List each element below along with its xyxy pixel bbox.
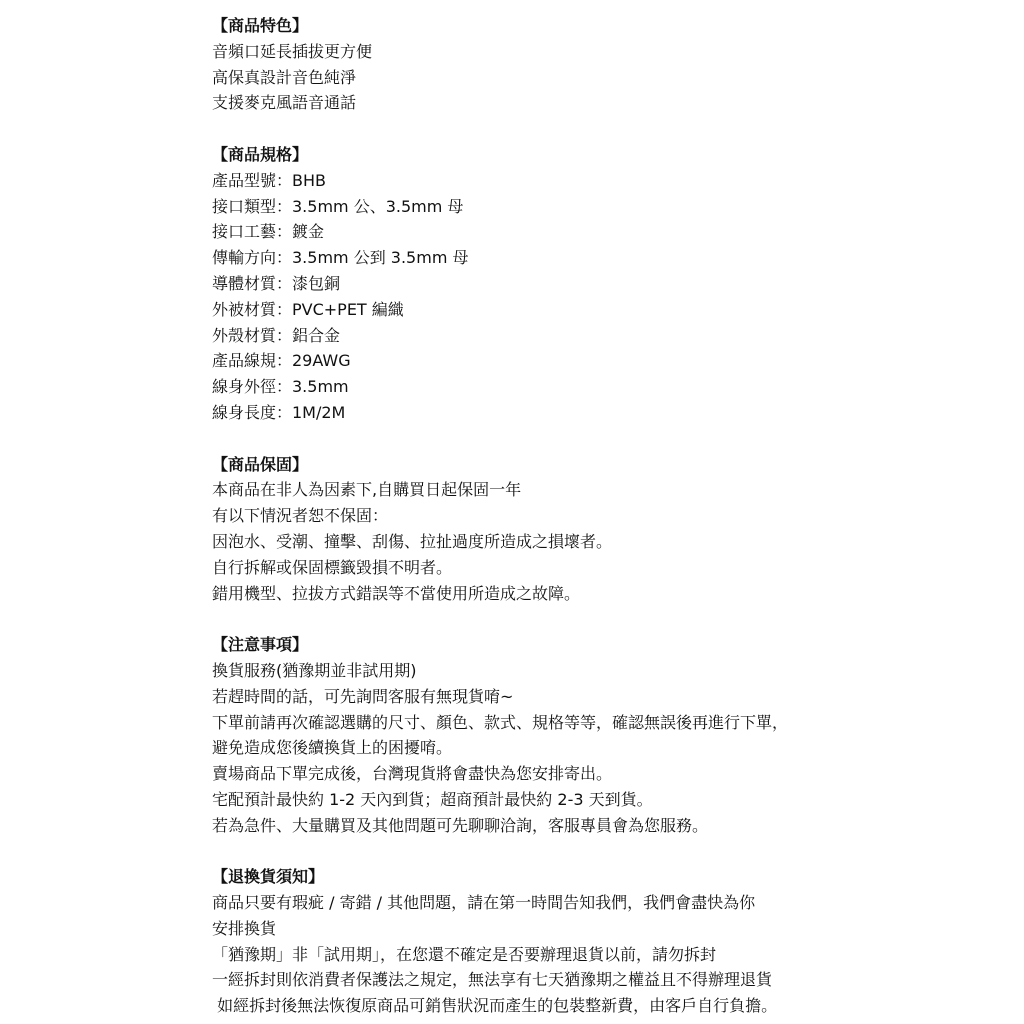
returns-line: 安排換貨	[212, 918, 277, 938]
returns-line: 商品只要有瑕疵 / 寄錯 / 其他問題，請在第一時間告知我們，我們會盡快為你	[212, 893, 756, 913]
section-spacer	[212, 116, 1012, 142]
warranty-line: 自行拆解或保固標籤毀損不明者。	[212, 557, 453, 577]
warranty-line: 本商品在非人為因素下,自購買日起保固一年	[212, 480, 522, 500]
section-spacer	[212, 606, 1012, 632]
warranty-line: 有以下情況者恕不保固：	[212, 506, 389, 526]
spec-line: 接口工藝：鍍金	[212, 222, 325, 242]
returns-line: 「猶豫期」非「試用期」，在您還不確定是否要辦理退貨以前，請勿拆封	[212, 944, 717, 964]
notes-line: 避免造成您後續換貨上的困擾唷。	[212, 738, 453, 758]
section-heading-features: 【商品特色】	[212, 16, 309, 35]
spec-line: 產品線規：29AWG	[212, 351, 351, 371]
spec-line: 傳輸方向：3.5mm 公到 3.5mm 母	[212, 248, 469, 268]
notes-line: 下單前請再次確認選購的尺寸、顏色、款式、規格等等，確認無誤後再進行下單，	[212, 712, 789, 732]
section-spacer	[212, 839, 1012, 865]
section-heading-specs: 【商品規格】	[212, 144, 309, 164]
features-line: 音頻口延長插拔更方便	[212, 41, 373, 61]
spec-line: 產品型號：BHB	[212, 170, 326, 190]
warranty-line: 因泡水、受潮、撞擊、刮傷、拉扯過度所造成之損壞者。	[212, 531, 613, 551]
notes-line: 賣場商品下單完成後，台灣現貨將會盡快為您安排寄出。	[212, 764, 613, 784]
section-heading-warranty: 【商品保固】	[212, 454, 309, 474]
warranty-line: 錯用機型、拉拔方式錯誤等不當使用所造成之故障。	[212, 583, 581, 603]
spec-line: 導體材質：漆包銅	[212, 273, 341, 293]
spec-line: 外被材質：PVC+PET 編織	[212, 299, 404, 319]
section-heading-notes: 【注意事項】	[212, 635, 309, 655]
notes-line: 換貨服務(猶豫期並非試用期)	[212, 660, 417, 680]
notes-line: 宅配預計最快約 1-2 天內到貨；超商預計最快約 2-3 天到貨。	[212, 789, 653, 809]
returns-line: 一經拆封則依消費者保護法之規定，無法享有七天猶豫期之權益且不得辦理退貨	[212, 970, 773, 990]
spec-line: 外殼材質：鋁合金	[212, 325, 341, 345]
spec-line: 接口類型：3.5mm 公、3.5mm 母	[212, 196, 464, 216]
section-heading-returns: 【退換貨須知】	[212, 867, 325, 887]
features-line: 高保真設計音色純淨	[212, 67, 357, 87]
notes-line: 若為急件、大量購買及其他問題可先聊聊洽詢，客服專員會為您服務。	[212, 815, 709, 835]
notes-line: 若趕時間的話，可先詢問客服有無現貨唷~	[212, 686, 514, 706]
spec-line: 線身外徑：3.5mm	[212, 377, 349, 397]
features-line: 支援麥克風語音通話	[212, 93, 357, 113]
returns-line: 如經拆封後無法恢復原商品可銷售狀況而產生的包裝整新費，由客戶自行負擔。	[212, 996, 778, 1016]
product-description	[212, 13, 1012, 1019]
section-spacer	[212, 426, 1012, 452]
spec-line: 線身長度：1M/2M	[212, 402, 346, 422]
